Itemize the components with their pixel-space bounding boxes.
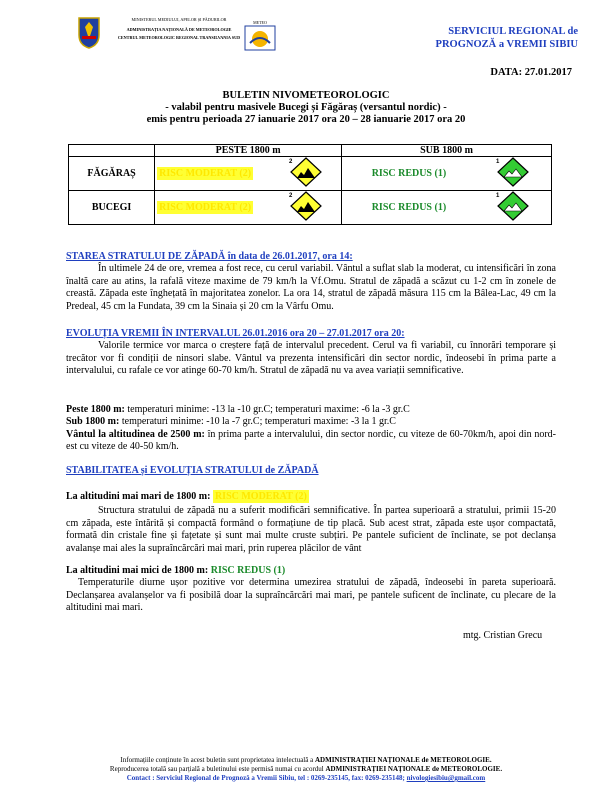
danger-level-number: 1 [496,159,500,165]
meteo-sun-icon [244,25,276,51]
danger-level-number: 2 [289,193,293,199]
table-corner [69,145,155,157]
wind-text: în prima parte a intervalului, din sector nordic, cu viteze de 60-70km/h, apoi din nord-est cu viteze de 40-50 km/h. [66,428,556,453]
risk-label-below: RISC REDUS (1) [342,157,476,191]
temp-below-text: temperaturi minime: -10 la -7 gr.C; temperaturi maxime: -3 la 1 gr.C [119,416,396,428]
danger-level-2-icon [288,191,324,221]
service-line-1: SERVICIUL REGIONAL de [448,26,578,37]
footer-line1-text: Informațiile conținute în acest buletin sunt proprietatea intelectuală a [120,756,315,764]
service-line-2: PROGNOZĂ a VREMII SIBIU [435,39,578,50]
danger-level-number: 1 [496,193,500,199]
bulletin-date: DATA: 27.01.2017 [490,67,572,78]
high-altitude-risk: RISC MODERAT (2) [214,491,307,502]
footer-line1-org: ADMINISTRAȚIEI NAȚIONALE de METEOROLOGIE. [314,756,492,764]
footer [0,756,612,783]
area-name: BUCEGI [69,191,155,225]
wind-line [66,429,556,454]
danger-level-number: 2 [289,159,293,165]
footer-email-link[interactable]: nivologiesibiu@gmail.com [406,774,486,782]
temp-below-line [66,416,556,428]
romania-coat-of-arms-icon [76,15,102,49]
meteo-logo-text: METEO [253,20,267,25]
ministry-line-1: MINISTERUL MEDIULUI, APELOR ȘI PĂDURILOR [131,17,227,22]
risk-row-fagaras [69,157,552,191]
wind-label: Vântul la altitudinea de 2500 m: [66,428,205,440]
temp-above-text: temperaturi minime: -13 la -10 gr.C; temperaturi maxime: -6 la -3 gr.C [124,404,410,415]
footer-contact: Contact : Serviciul Regional de Prognoză a Vremii Sibiu, tel : 0269-235145, fax: 0269-235148; [126,774,407,782]
low-altitude-text: Temperaturile diurne ușor pozitive vor determina umezirea stratului de zăpadă, îndeosebi în pareta superioară. Declanșarea avalanșelor va fi posibilă doar la supraîncărcări mai mari, pe pantele suficent de înclinate, cu plecare de la altitudini mai mari. [66,577,556,614]
high-altitude-text: Structura stratului de zăpadă nu a suferit modificări semnificative. În partea superioară a stratului, primii 15-20 cm zăpada, este întărită și compactă formând o formațiune de tip placă. Sub acest strat, zăpada este ușor compactată, formată din cristale fine și fațetate și sunt mai multe cruste subțiri. Pe pantele suficient de înclinate, se pot declanșa avalanșe mai ales la supraîncărcări mai mari, prin ruperea plăcilor de vânt [66,505,556,554]
risk-label-above: RISC MODERAT (2) [159,202,252,213]
low-altitude-label: La altitudini mai mici de 1800 m: [66,565,209,576]
temp-above-line [66,404,556,416]
signature: mtg. Cristian Grecu [463,630,543,641]
regional-service [408,25,578,51]
weather-section [66,328,556,378]
bulletin-period: emis pentru perioada 27 ianuarie 2017 ora 20 – 28 ianuarie 2017 ora 20 [146,114,466,125]
high-altitude-label: La altitudini mai mari de 1800 m: [66,491,211,502]
danger-level-1-icon [495,157,531,187]
col-header-below: SUB 1800 m [342,145,552,157]
snow-text: În ultimele 24 de ore, vremea a fost rece, cu cerul variabil. Vântul a suflat slab la moderat, cu intensificări în zona înaltă care au atins, la rafală viteze maxime de 79 km/h la Vf.Omu. Stratul de zăpadă a scăzut cu 1-2 cm în zonele de creastă. Zăpada este înghețată în majoritatea zonelor. La ora 14, stratul de zăpadă măsura 115 cm la Bâlea-Lac, 49 cm la Predeal, 45 cm la Fundata, 39 cm la Sinaia și 20 cm la Vârfu Omu. [66,263,556,312]
weather-section-title: EVOLUȚIA VREMII ÎN INTERVALUL 26.01.2016 ora 20 – 27.01.2017 ora 20: [66,328,405,339]
meteo-logo [244,20,276,52]
bulletin-validity: - valabil pentru masivele Bucegi și Făgăraș (versantul nordic) - [165,102,447,113]
snow-section [66,251,556,313]
stability-high-block [66,491,556,555]
footer-line2-text: Reproducerea totală sau parțială a buletinului este permisă numai cu acordul [109,765,326,773]
temperature-block [66,404,556,454]
ministry-line-2: ADMINISTRAȚIA NAȚIONALĂ DE METEOROLOGIE [126,27,232,32]
weather-text: Valorile termice vor marca o creștere față de intervalul precedent. Cerul va fi variabil, cu înnorări temporare și trecător vor fi condiții de ninsori slabe. Vântul va prezenta intensificări din sector nordic, îndeosebi în prima parte a intervalului, cu rafale ce vor atinge 60-70 km/h. Stratul de zăpadă nu va avea variații semnificative. [66,340,556,377]
stability-section-title: STABILITATEA și EVOLUȚIA STRATULUI de ZĂPADĂ [66,465,319,476]
risk-table [68,144,552,225]
bulletin-title: BULETIN NIVOMETEOROLOGIC [222,90,390,101]
danger-level-2-icon [288,157,324,187]
snow-section-title: STAREA STRATULUI DE ZĂPADĂ în data de 26.01.2017, ora 14: [66,251,353,262]
danger-level-1-icon [495,191,531,221]
stability-low-block [66,565,556,615]
footer-line2-org: ADMINISTRAȚIEI NAȚIONALE de METEOROLOGIE. [325,765,503,773]
stability-section-title-wrap [66,465,556,477]
risk-label-above: RISC MODERAT (2) [159,168,252,179]
temp-below-label: Sub 1800 m: [66,416,120,428]
risk-label-below: RISC REDUS (1) [342,191,476,225]
low-altitude-risk: RISC REDUS (1) [210,565,286,576]
area-name: FĂGĂRAȘ [69,157,155,191]
temp-above-label: Peste 1800 m: [66,404,125,415]
risk-row-bucegi [69,191,552,225]
ministry-line-3: CENTRUL METEOROLOGIC REGIONAL TRANSILVANIA SUD [117,35,241,40]
col-header-above: PESTE 1800 m [155,145,342,157]
